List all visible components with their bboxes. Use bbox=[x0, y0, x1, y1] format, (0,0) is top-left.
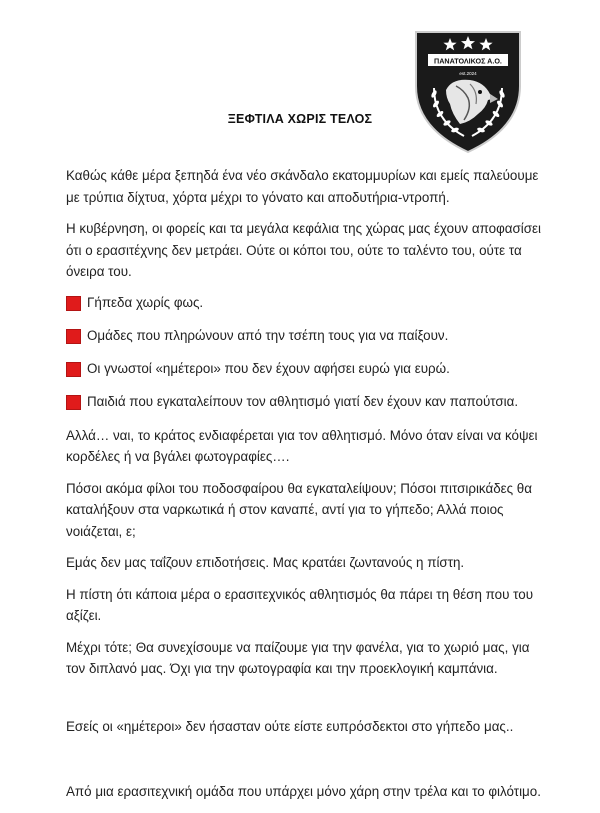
paragraph: Η πίστη ότι κάποια μέρα ο ερασιτεχνικός αθλητισμός θα πάρει τη θέση που του αξίζει. bbox=[66, 586, 534, 623]
bullet-text: Παιδιά που εγκαταλείπουν τον αθλητισμό γιατί δεν έχουν καν παπούτσια. bbox=[87, 394, 519, 410]
logo-est: est.2024 bbox=[459, 71, 477, 76]
page-title: ΞΕΦΤΙΛΑ ΧΩΡΙΣ ΤΕΛΟΣ bbox=[227, 112, 373, 126]
red-square-icon bbox=[66, 395, 81, 410]
logo-team-name: ΠΑΝΑΤΟΛΙΚΟΣ Α.Ο. bbox=[434, 56, 502, 66]
paragraph: Αλλά… ναι, το κράτος ενδιαφέρεται για τον αθλητισμό. Μόνο όταν είναι να κόψει κορδέλες ή να βγάλει φωτογραφίες…. bbox=[66, 427, 538, 464]
red-square-icon bbox=[66, 296, 81, 311]
letter-body bbox=[66, 165, 546, 813]
paragraph: Πόσοι ακόμα φίλοι του ποδοσφαίρου θα εγκαταλείψουν; Πόσοι πιτσιρικάδες θα καταλήξουν στα ναρκωτικά ή στον καναπέ, αντί για το γήπεδο; Αλλά ποιος νοιάζεται, ε; bbox=[66, 480, 532, 539]
red-square-icon bbox=[66, 362, 81, 377]
bullet-item bbox=[66, 359, 546, 380]
bullet-item bbox=[66, 392, 546, 413]
bullet-text: Γήπεδα χωρίς φως. bbox=[87, 295, 204, 311]
eagle-crest-icon bbox=[412, 24, 524, 156]
bullet-text: Ομάδες που πληρώνουν από την τσέπη τους για να παίξουν. bbox=[87, 328, 449, 344]
bullet-item bbox=[66, 293, 546, 314]
paragraph: Εμάς δεν μας ταΐζουν επιδοτήσεις. Μας κρατάει ζωντανούς η πίστη. bbox=[66, 555, 465, 570]
red-square-icon bbox=[66, 329, 81, 344]
closing-line: Εσείς οι «ημέτεροι» δεν ήσασταν ούτε είστε ευπρόσδεκτοι στο γήπεδο μας.. bbox=[66, 718, 514, 734]
paragraph: Καθώς κάθε μέρα ξεπηδά ένα νέο σκάνδαλο εκατομμυρίων και εμείς παλεύουμε με τρύπια δίχτυα, χόρτα μέχρι το γόνατο και αποδυτήρια-ντροπή. bbox=[66, 168, 539, 205]
paragraph: Η κυβέρνηση, οι φορείς και τα μεγάλα κεφάλια της χώρας μας έχουν αποφασίσει ότι ο ερασιτέχνης δεν μετράει. Ούτε οι κόποι του, ούτε το ταλέντο του, ούτε τα όνειρα του. bbox=[66, 221, 541, 279]
team-logo bbox=[412, 24, 524, 156]
paragraph: Μέχρι τότε; Θα συνεχίσουμε να παίζουμε για την φανέλα, για το χωριό μας, για τον διπλανό μας. Όχι για την φωτογραφία και την προεκλογική καμπάνια. bbox=[66, 639, 530, 676]
signature-line: Από μια ερασιτεχνική ομάδα που υπάρχει μόνο χάρη στην τρέλα και το φιλότιμο. bbox=[66, 784, 541, 799]
bullet-item bbox=[66, 326, 546, 347]
bullet-text: Οι γνωστοί «ημέτεροι» που δεν έχουν αφήσει ευρώ για ευρώ. bbox=[87, 361, 450, 377]
